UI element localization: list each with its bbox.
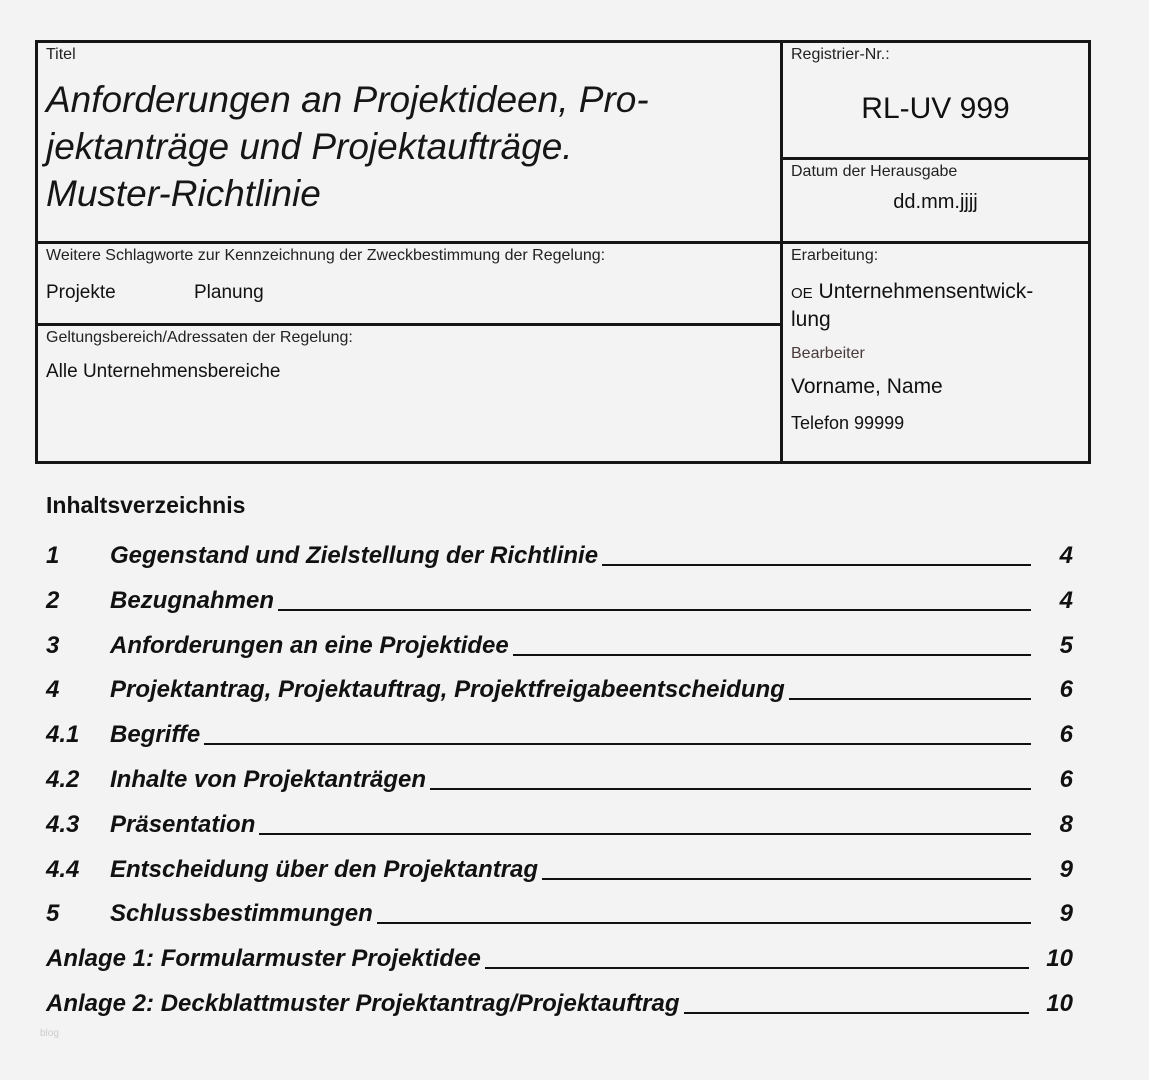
telefon: Telefon 99999 [791,413,905,433]
org-unit-line: Unternehmensentwick- [818,280,1034,303]
keywords-cell [38,244,780,323]
toc-number: 4 [46,676,60,704]
oe-prefix: OE [791,285,813,302]
toc-annex-entry[interactable] [46,988,1073,1018]
scope-cell [38,326,780,461]
toc-leader [430,788,1031,790]
toc-page: 6 [1059,766,1073,793]
toc-leader [278,609,1031,611]
toc-entry[interactable] [46,898,1073,928]
toc-leader [542,878,1031,880]
toc-number: 1 [46,542,60,569]
toc-entry[interactable] [46,540,1073,570]
toc-page: 6 [1059,721,1073,749]
toc-page: 9 [1059,900,1073,928]
date-cell [783,160,1088,241]
toc-page: 4 [1059,542,1073,569]
scope-label: Geltungsbereich/Adressaten der Regelung: [46,329,353,346]
toc-entry[interactable] [46,809,1073,839]
erarbeitung-label: Erarbeitung: [791,247,879,264]
toc-page: 5 [1059,631,1073,659]
registry-number: RL-UV 999 [861,92,1010,125]
watermark: blog [40,1028,59,1039]
toc-entry[interactable] [46,854,1073,884]
toc-number: 4.1 [46,721,80,749]
toc-number: 4.2 [46,766,80,793]
toc-page: 10 [1046,945,1073,973]
org-unit [791,279,1080,333]
toc-leader [513,654,1031,656]
toc-title: Begriffe [110,721,201,749]
toc-entry[interactable] [46,630,1073,660]
toc-number: 3 [46,631,60,659]
toc-title: Entscheidung über den Projektantrag [110,855,539,883]
toc-leader [259,833,1031,835]
toc-entry[interactable] [46,585,1073,615]
title-line: Muster-Richtlinie [46,173,321,214]
bearbeiter-label: Bearbeiter [791,345,865,362]
title-line: Anforderungen an Projektideen, Pro- [46,79,649,120]
toc-title: Bezugnahmen [110,586,275,614]
toc-title: Schlussbestimmungen [110,900,373,928]
toc-title: Projektantrag, Projektauftrag, Projektfreigabeentscheidung [110,676,785,704]
document-title [46,76,772,217]
toc-title: Präsentation [110,810,256,838]
org-unit-line: lung [791,308,831,331]
toc-number: 5 [46,900,60,928]
registry-cell [783,43,1088,157]
toc-page: 4 [1059,586,1073,614]
toc-page: 9 [1059,855,1073,883]
cover-form [35,40,1091,464]
title-label: Titel [46,46,76,63]
registry-label: Registrier-Nr.: [791,46,890,63]
toc-leader [602,564,1031,566]
toc-heading: Inhaltsverzeichnis [46,492,246,518]
keywords-label: Weitere Schlagworte zur Kennzeichnung der Zweckbestimmung der Regelung: [46,247,606,264]
toc-title: Inhalte von Projektanträgen [110,766,427,793]
toc-leader [485,967,1029,969]
toc-entry[interactable] [46,764,1073,794]
scope-value: Alle Unternehmensbereiche [46,361,281,382]
toc-title: Anlage 1: Formularmuster Projektidee [46,945,481,973]
date-value: dd.mm.jjjj [893,191,978,213]
toc-title: Gegenstand und Zielstellung der Richtlinie [110,542,599,569]
toc-page: 8 [1059,810,1073,838]
toc-leader [789,698,1031,700]
toc-entry[interactable] [46,674,1073,704]
toc-title: Anlage 2: Deckblattmuster Projektantrag/Projektauftrag [46,990,680,1017]
toc-leader [684,1012,1029,1014]
toc-number: 4.3 [46,810,80,838]
date-label: Datum der Herausgabe [791,163,958,180]
title-cell [38,43,780,241]
bearbeiter-name: Vorname, Name [791,375,943,398]
toc-number: 4.4 [46,855,80,883]
author-cell [783,244,1088,461]
toc-page: 6 [1059,676,1073,704]
toc-title: Anforderungen an eine Projektidee [110,631,509,659]
title-line: jektanträge und Projektaufträge. [46,126,573,167]
toc-leader [204,743,1031,745]
toc-annex-entry[interactable] [46,943,1073,973]
toc-leader [377,922,1031,924]
keyword: Planung [194,282,264,303]
toc-entry[interactable] [46,719,1073,749]
toc-page: 10 [1046,990,1073,1017]
keyword: Projekte [46,282,116,303]
toc-number: 2 [46,586,60,614]
